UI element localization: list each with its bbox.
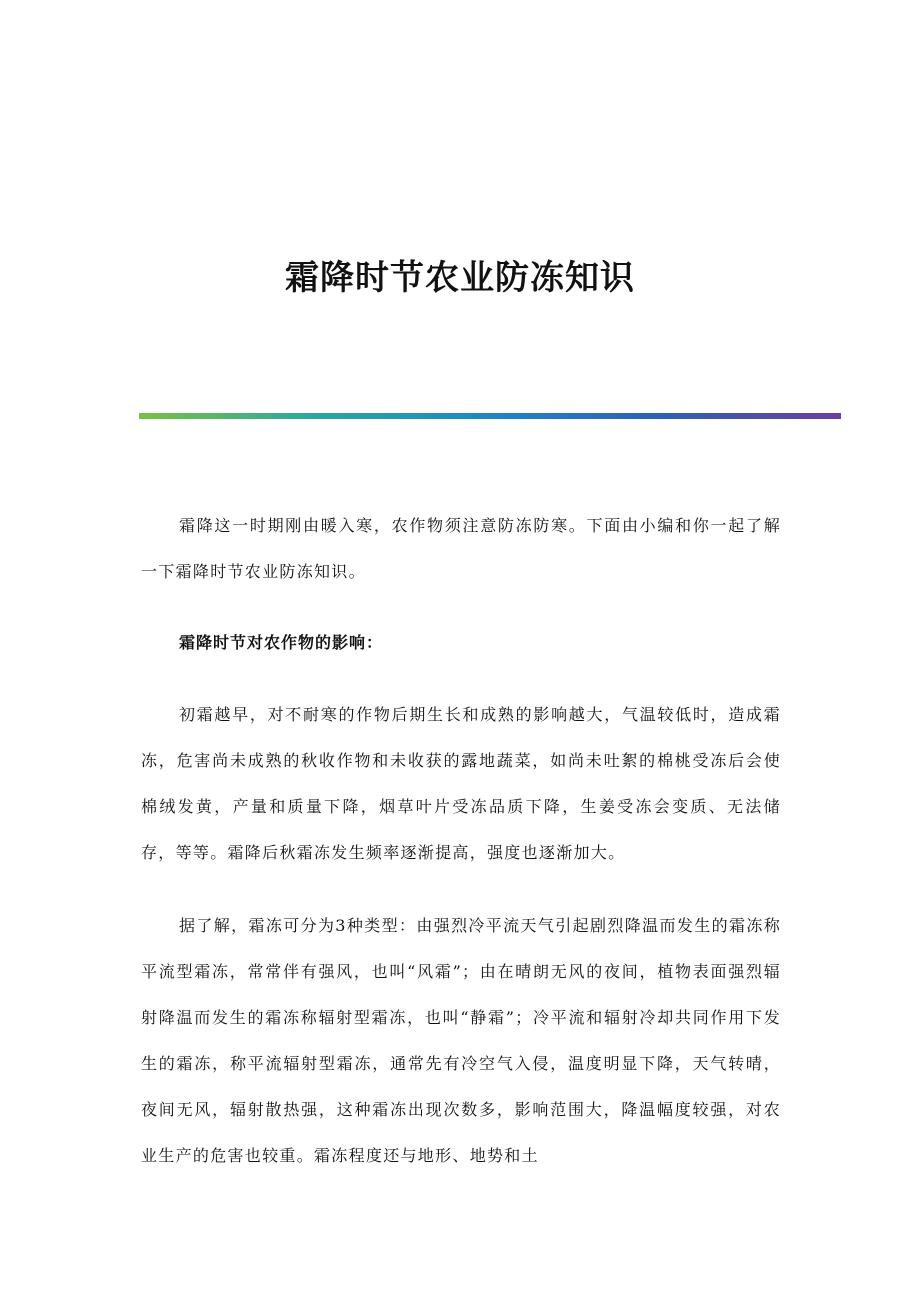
section-heading: 霜降时节对农作物的影响： bbox=[179, 633, 384, 652]
document-title: 霜降时节农业防冻知识 bbox=[285, 257, 635, 298]
frost-types-paragraph: 据了解，霜冻可分为3种类型：由强烈冷平流天气引起剧烈降温而发生的霜冻称平流型霜冻，常常伴有强风，也叫“风霜”；由在晴朗无风的夜间，植物表面强烈辐射降温而发生的霜冻称辐射型霜冻，也叫“静霜”；冷平流和辐射冷却共同作用下发生的霜冻，称平流辐射型霜冻，通常先有冷空气入侵，温度明显下降，天气转晴，夜间无风，辐射散热强，这种霜冻出现次数多，影响范围大，降温幅度较强，对农业生产的危害也较重。霜冻程度还与地形、地势和土 bbox=[141, 916, 781, 1165]
effect-paragraph: 初霜越早，对不耐寒的作物后期生长和成熟的影响越大，气温较低时，造成霜冻，危害尚未成熟的秋收作物和未收获的露地蔬菜，如尚未吐絮的棉桃受冻后会使棉绒发黄，产量和质量下降，烟草叶片受冻品质下降，生姜受冻会变质、无法储存，等等。霜降后秋霜冻发生频率逐渐提高，强度也逐渐加大。 bbox=[141, 705, 781, 862]
intro-paragraph: 霜降这一时期刚由暖入寒，农作物须注意防冻防寒。下面由小编和你一起了解一下霜降时节农业防冻知识。 bbox=[141, 516, 781, 581]
title-divider-rule bbox=[139, 413, 841, 419]
